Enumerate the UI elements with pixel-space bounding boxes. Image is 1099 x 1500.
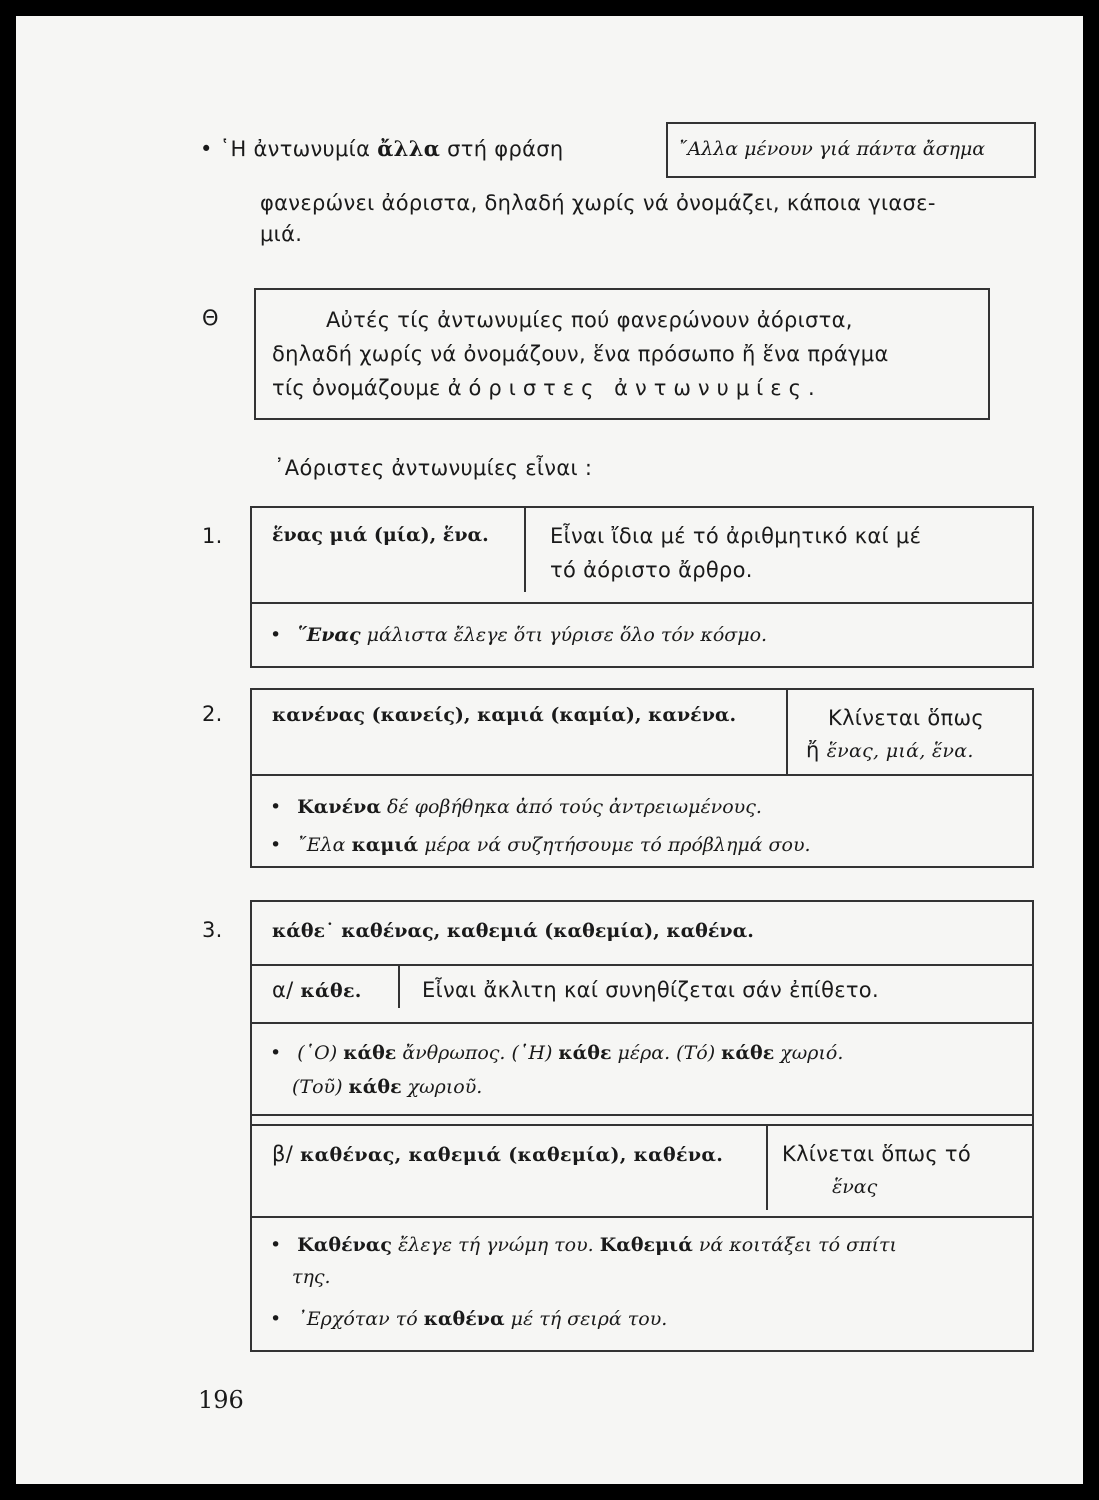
definition-line-3: τίς ὀνομάζουμε ἀόριστες ἀντωνυμίες.: [272, 376, 822, 400]
b_ex1_l1-run: Καθένας: [297, 1234, 392, 1256]
section-3-a-divider: [398, 964, 400, 1008]
section-2-example-2: • ῎Ελα καμιά μέρα νά συζητήσουμε τό πρόβλημά σου.: [270, 834, 811, 856]
a_ex_l1-run: μέρα. (Τό): [611, 1042, 722, 1064]
section-2-number: 2.: [202, 702, 223, 726]
definition-line-2: δηλαδή χωρίς νά ὀνομάζουν, ἕνα πρόσωπο ἤ ἕνα πράγμα: [272, 342, 889, 366]
section-3-sep-b-examples: [250, 1216, 1034, 1218]
b_ex1_l1-run: ἔλεγε τή γνώμη του.: [392, 1234, 600, 1256]
section-2-desc-2: ἤ ἕνας, μιά, ἕνα.: [806, 738, 974, 762]
section-2-example-1: • Κανένα δέ φοβήθηκα ἀπό τούς ἀντρειωμένους.: [270, 796, 762, 818]
section-2-desc-1: Κλίνεται ὅπως: [828, 706, 984, 730]
section-2-forms: κανένας (κανείς), καμιά (καμία), κανένα.: [272, 704, 737, 726]
section-1-desc-1: Εἶναι ἴδια μέ τό ἀριθμητικό καί μέ: [550, 524, 922, 548]
section-3-a-example-1: [270, 1042, 843, 1064]
section-3-a-example-1-cont: [292, 1076, 482, 1098]
a_ex_l2-run: χωριοῦ.: [401, 1076, 483, 1098]
a_ex_l1-run: (῾Ο): [297, 1042, 344, 1064]
section-1-example: • ῞Ενας μάλιστα ἔλεγε ὅτι γύρισε ὅλο τόν κόσμο.: [270, 624, 767, 646]
section-1-number: 1.: [202, 524, 223, 548]
section-3-b-example-1-cont: της.: [292, 1266, 331, 1288]
section-3-sep-a-top: [250, 964, 1034, 966]
a_ex_l1-run: κάθε: [343, 1042, 397, 1064]
list-heading: ᾿Αόριστες ἀντωνυμίες εἶναι :: [274, 456, 593, 480]
section-3-box: [250, 900, 1034, 1352]
section-3-a-desc: Εἶναι ἄκλιτη καί συνηθίζεται σάν ἐπίθετο.: [422, 978, 879, 1002]
theta-marker: Θ: [202, 306, 219, 330]
a_ex_l1-run: ἄνθρωπος. (῾Η): [396, 1042, 559, 1064]
section-3-number: 3.: [202, 918, 223, 942]
intro-line-2: φανερώνει ἀόριστα, δηλαδή χωρίς νά ὀνομάζει, κάποια γιασε-: [260, 191, 936, 215]
section-3-sep-a-examples: [250, 1022, 1034, 1024]
section-3-b-label: β/ καθένας, καθεμιά (καθεμία), καθένα.: [272, 1142, 724, 1166]
section-1-separator: [250, 602, 1034, 604]
b_ex1_l1-run: Καθεμιά: [599, 1234, 693, 1256]
b_ex1_l1-run: νά κοιτάξει τό σπίτι: [692, 1234, 898, 1256]
section-3-b-divider: [766, 1124, 768, 1210]
section-2-separator: [250, 774, 1034, 776]
a_ex_l2-run: κάθε: [348, 1076, 402, 1098]
a_ex_l2-run: (Τοῦ): [292, 1076, 349, 1098]
section-3-b-desc-2: ἕνας: [832, 1176, 878, 1198]
section-3-b-desc-1: Κλίνεται ὅπως τό: [782, 1142, 972, 1166]
section-1-forms: ἕνας μιά (μία), ἕνα.: [272, 524, 489, 546]
section-3-a-label: α/ κάθε.: [272, 978, 362, 1002]
section-3-b-example-1: [270, 1234, 897, 1256]
intro-example: ῎Αλλα μένουν γιά πάντα ἄσημα: [678, 138, 986, 160]
section-3-sep-b-top: [250, 1114, 1034, 1116]
a_ex_l1-run: κάθε: [721, 1042, 775, 1064]
textbook-page: [16, 16, 1083, 1484]
a_ex_l1-run: χωριό.: [774, 1042, 844, 1064]
section-2-divider: [786, 688, 788, 774]
section-1-desc-2: τό ἀόριστο ἄρθρο.: [550, 558, 753, 582]
section-3-sep-b-top-2: [250, 1124, 1034, 1126]
section-1-divider: [524, 506, 526, 592]
page-number: 196: [198, 1386, 244, 1414]
section-3-forms: κάθε˙ καθένας, καθεμιά (καθεμία), καθένα.: [272, 920, 754, 942]
definition-line-1: Αὐτές τίς ἀντωνυμίες πού φανερώνουν ἀόριστα,: [326, 308, 853, 332]
intro-line-1: • ῾Η ἀντωνυμία ἄλλα στή φράση: [200, 136, 564, 161]
a_ex_l1-run: κάθε: [558, 1042, 612, 1064]
section-3-b-example-2: • ᾿Ερχόταν τό καθένα μέ τή σειρά του.: [270, 1308, 667, 1330]
intro-line-3: μιά.: [260, 222, 303, 246]
